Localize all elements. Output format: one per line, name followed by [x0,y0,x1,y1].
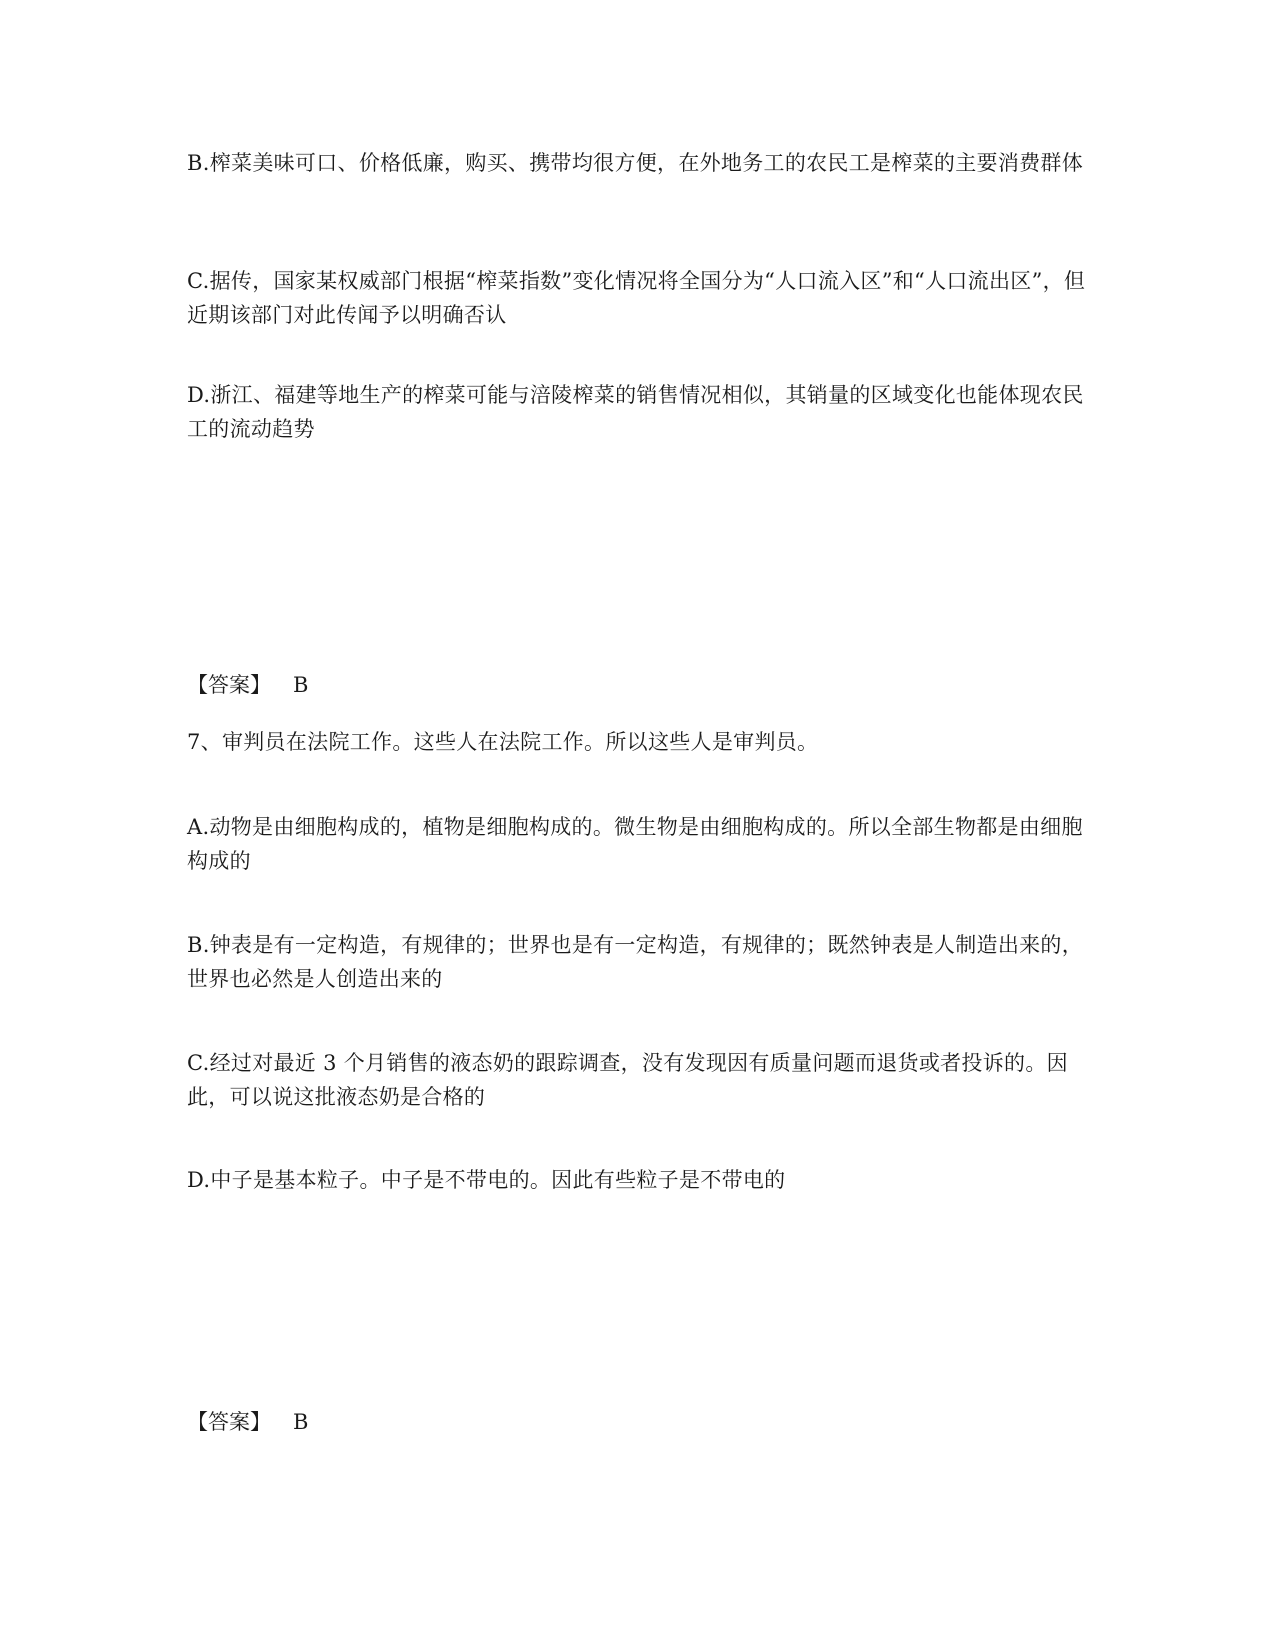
option-text: 动物是由细胞构成的，植物是细胞构成的。微生物是由细胞构成的。所以全部生物都是由细胞构成的 [187,815,1083,873]
option-b-1 [187,146,1087,180]
option-a-2 [187,810,1087,878]
option-letter: B. [187,151,210,175]
answer-value: B [293,1410,309,1434]
question-7: 7、审判员在法院工作。这些人在法院工作。所以这些人是审判员。 [187,730,819,754]
option-c-2 [187,1046,1087,1114]
option-text: 榨菜美味可口、价格低廉，购买、携带均很方便，在外地务工的农民工是榨菜的主要消费群体 [209,151,1084,175]
option-d-1 [187,378,1087,446]
option-text: 浙江、福建等地生产的榨菜可能与涪陵榨菜的销售情况相似，其销量的区域变化也能体现农民工的流动趋势 [187,383,1084,441]
answer-label: 【答案】 [187,673,271,697]
option-text: 经过对最近 3 个月销售的液态奶的跟踪调查，没有发现因有质量问题而退货或者投诉的。因此，可以说这批液态奶是合格的 [187,1051,1068,1109]
option-letter: D. [187,1168,211,1192]
answer-value: B [293,673,309,697]
option-letter: C. [187,269,210,293]
option-text: 钟表是有一定构造，有规律的；世界也是有一定构造，有规律的；既然钟表是人制造出来的，世界也必然是人创造出来的 [187,933,1084,991]
option-b-2 [187,928,1087,996]
option-text: 中子是基本粒子。中子是不带电的。因此有些粒子是不带电的 [210,1168,786,1192]
answer-label: 【答案】 [187,1410,271,1434]
option-d-2 [187,1163,1087,1197]
option-c-1 [187,264,1087,332]
option-letter: D. [187,383,211,407]
answer-1 [187,668,308,702]
answer-2 [187,1405,308,1439]
option-letter: C. [187,1051,210,1075]
option-letter: A. [187,815,210,839]
option-letter: B. [187,933,210,957]
option-text: 据传，国家某权威部门根据“榨菜指数”变化情况将全国分为“人口流入区”和“人口流出区”，但近期该部门对此传闻予以明确否认 [187,269,1086,327]
